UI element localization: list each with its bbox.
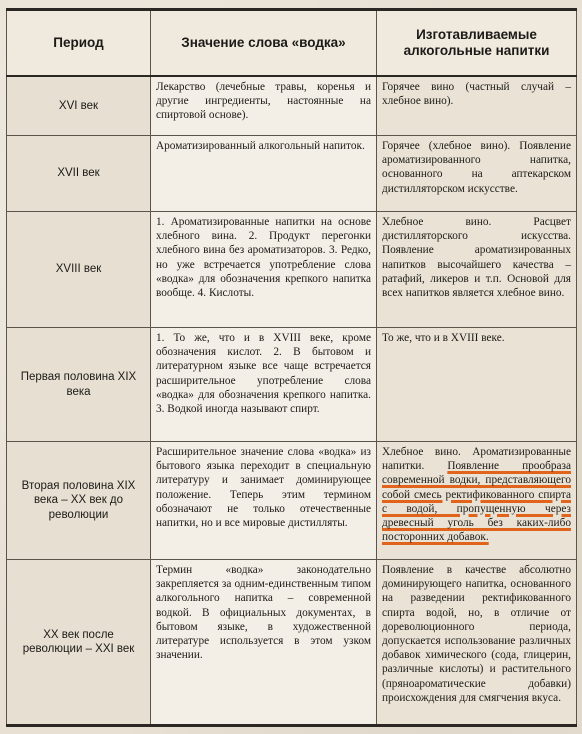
header-period: Период xyxy=(7,10,151,76)
drinks-plain-text: Хлебное вино. Ароматизированные напитки. xyxy=(382,446,571,473)
meaning-cell: Лекарство (лечебные травы, коренья и другие ингредиенты, настоянные на спиртовой основе). xyxy=(151,76,377,136)
period-cell: XX век после революции – XXI век xyxy=(7,560,151,726)
vodka-history-table xyxy=(6,8,577,727)
drinks-cell: Хлебное вино. Расцвет дистилляторского искусства. Появление ароматизированных напитков высочайшего качества – ратафий, ликеров и т.п. Основой для всех напитков является хлебное вино. xyxy=(377,212,577,328)
meaning-cell: Расширительное значение слова «водка» из бытового языка переходит в специальную литературу и занимает доминирующее положение. Теперь этим термином обозначают не только отечественные напитки, но и все мировые дистилляты. xyxy=(151,442,377,560)
drinks-cell: Появление в качестве абсолютно доминирующего напитка, основанного на разведении ректификованного спирта водой, но, в отличие от дореволюционного периода, допускается использование различных добавок химического (сода, глицерин, различные кислоты) и растительного (пряноароматические добавки) происхождения для смягчения вкуса. xyxy=(377,560,577,726)
meaning-cell: 1. То же, что и в XVIII веке, кроме обозначения кислот. 2. В бытовом и литературном языке все чаще встречается расширительное употребление слова «водка» для обозначения крепкого напитка. 3. Водкой иногда называют спирт. xyxy=(151,328,377,442)
period-cell: XVII век xyxy=(7,136,151,212)
period-cell: Вторая половина XIX века – XX век до революции xyxy=(7,442,151,560)
table-row xyxy=(7,328,577,442)
meaning-cell: 1. Ароматизированные напитки на основе хлебного вина. 2. Продукт перегонки хлебного вина без ароматизаторов. 3. Редко, но уже встречается употребление слова «водка» для обозначения крепкого напитка вообще. 4. Кислоты. xyxy=(151,212,377,328)
header-drinks: Изготавливаемые алкогольные напитки xyxy=(377,10,577,76)
table-row xyxy=(7,76,577,136)
period-cell: Первая половина XIX века xyxy=(7,328,151,442)
meaning-cell: Термин «водка» законодательно закрепляется за одним-единственным типом алкогольного напитка – современной водкой. В официальных документах, в бытовом языке, в художественной литературе используется в этом узком значении. xyxy=(151,560,377,726)
drinks-cell xyxy=(377,442,577,560)
table-row xyxy=(7,212,577,328)
drinks-cell: То же, что и в XVIII веке. xyxy=(377,328,577,442)
period-cell: XVI век xyxy=(7,76,151,136)
highlighted-text: Появление прообраза современной водки, представляющего собой смесь ректификованного спирта с водой, пропущенную через древесный уголь без каких-либо посторонних добавок. xyxy=(382,460,571,544)
drinks-cell: Горячее вино (частный случай – хлебное вино). xyxy=(377,76,577,136)
table-header-row xyxy=(7,10,577,76)
header-meaning: Значение слова «водка» xyxy=(151,10,377,76)
period-cell: XVIII век xyxy=(7,212,151,328)
drinks-cell: Горячее (хлебное вино). Появление ароматизированного напитка, основанного на аптекарском дистилляторском искусстве. xyxy=(377,136,577,212)
table-row xyxy=(7,560,577,726)
table-row xyxy=(7,442,577,560)
meaning-cell: Ароматизированный алкогольный напиток. xyxy=(151,136,377,212)
table-row xyxy=(7,136,577,212)
